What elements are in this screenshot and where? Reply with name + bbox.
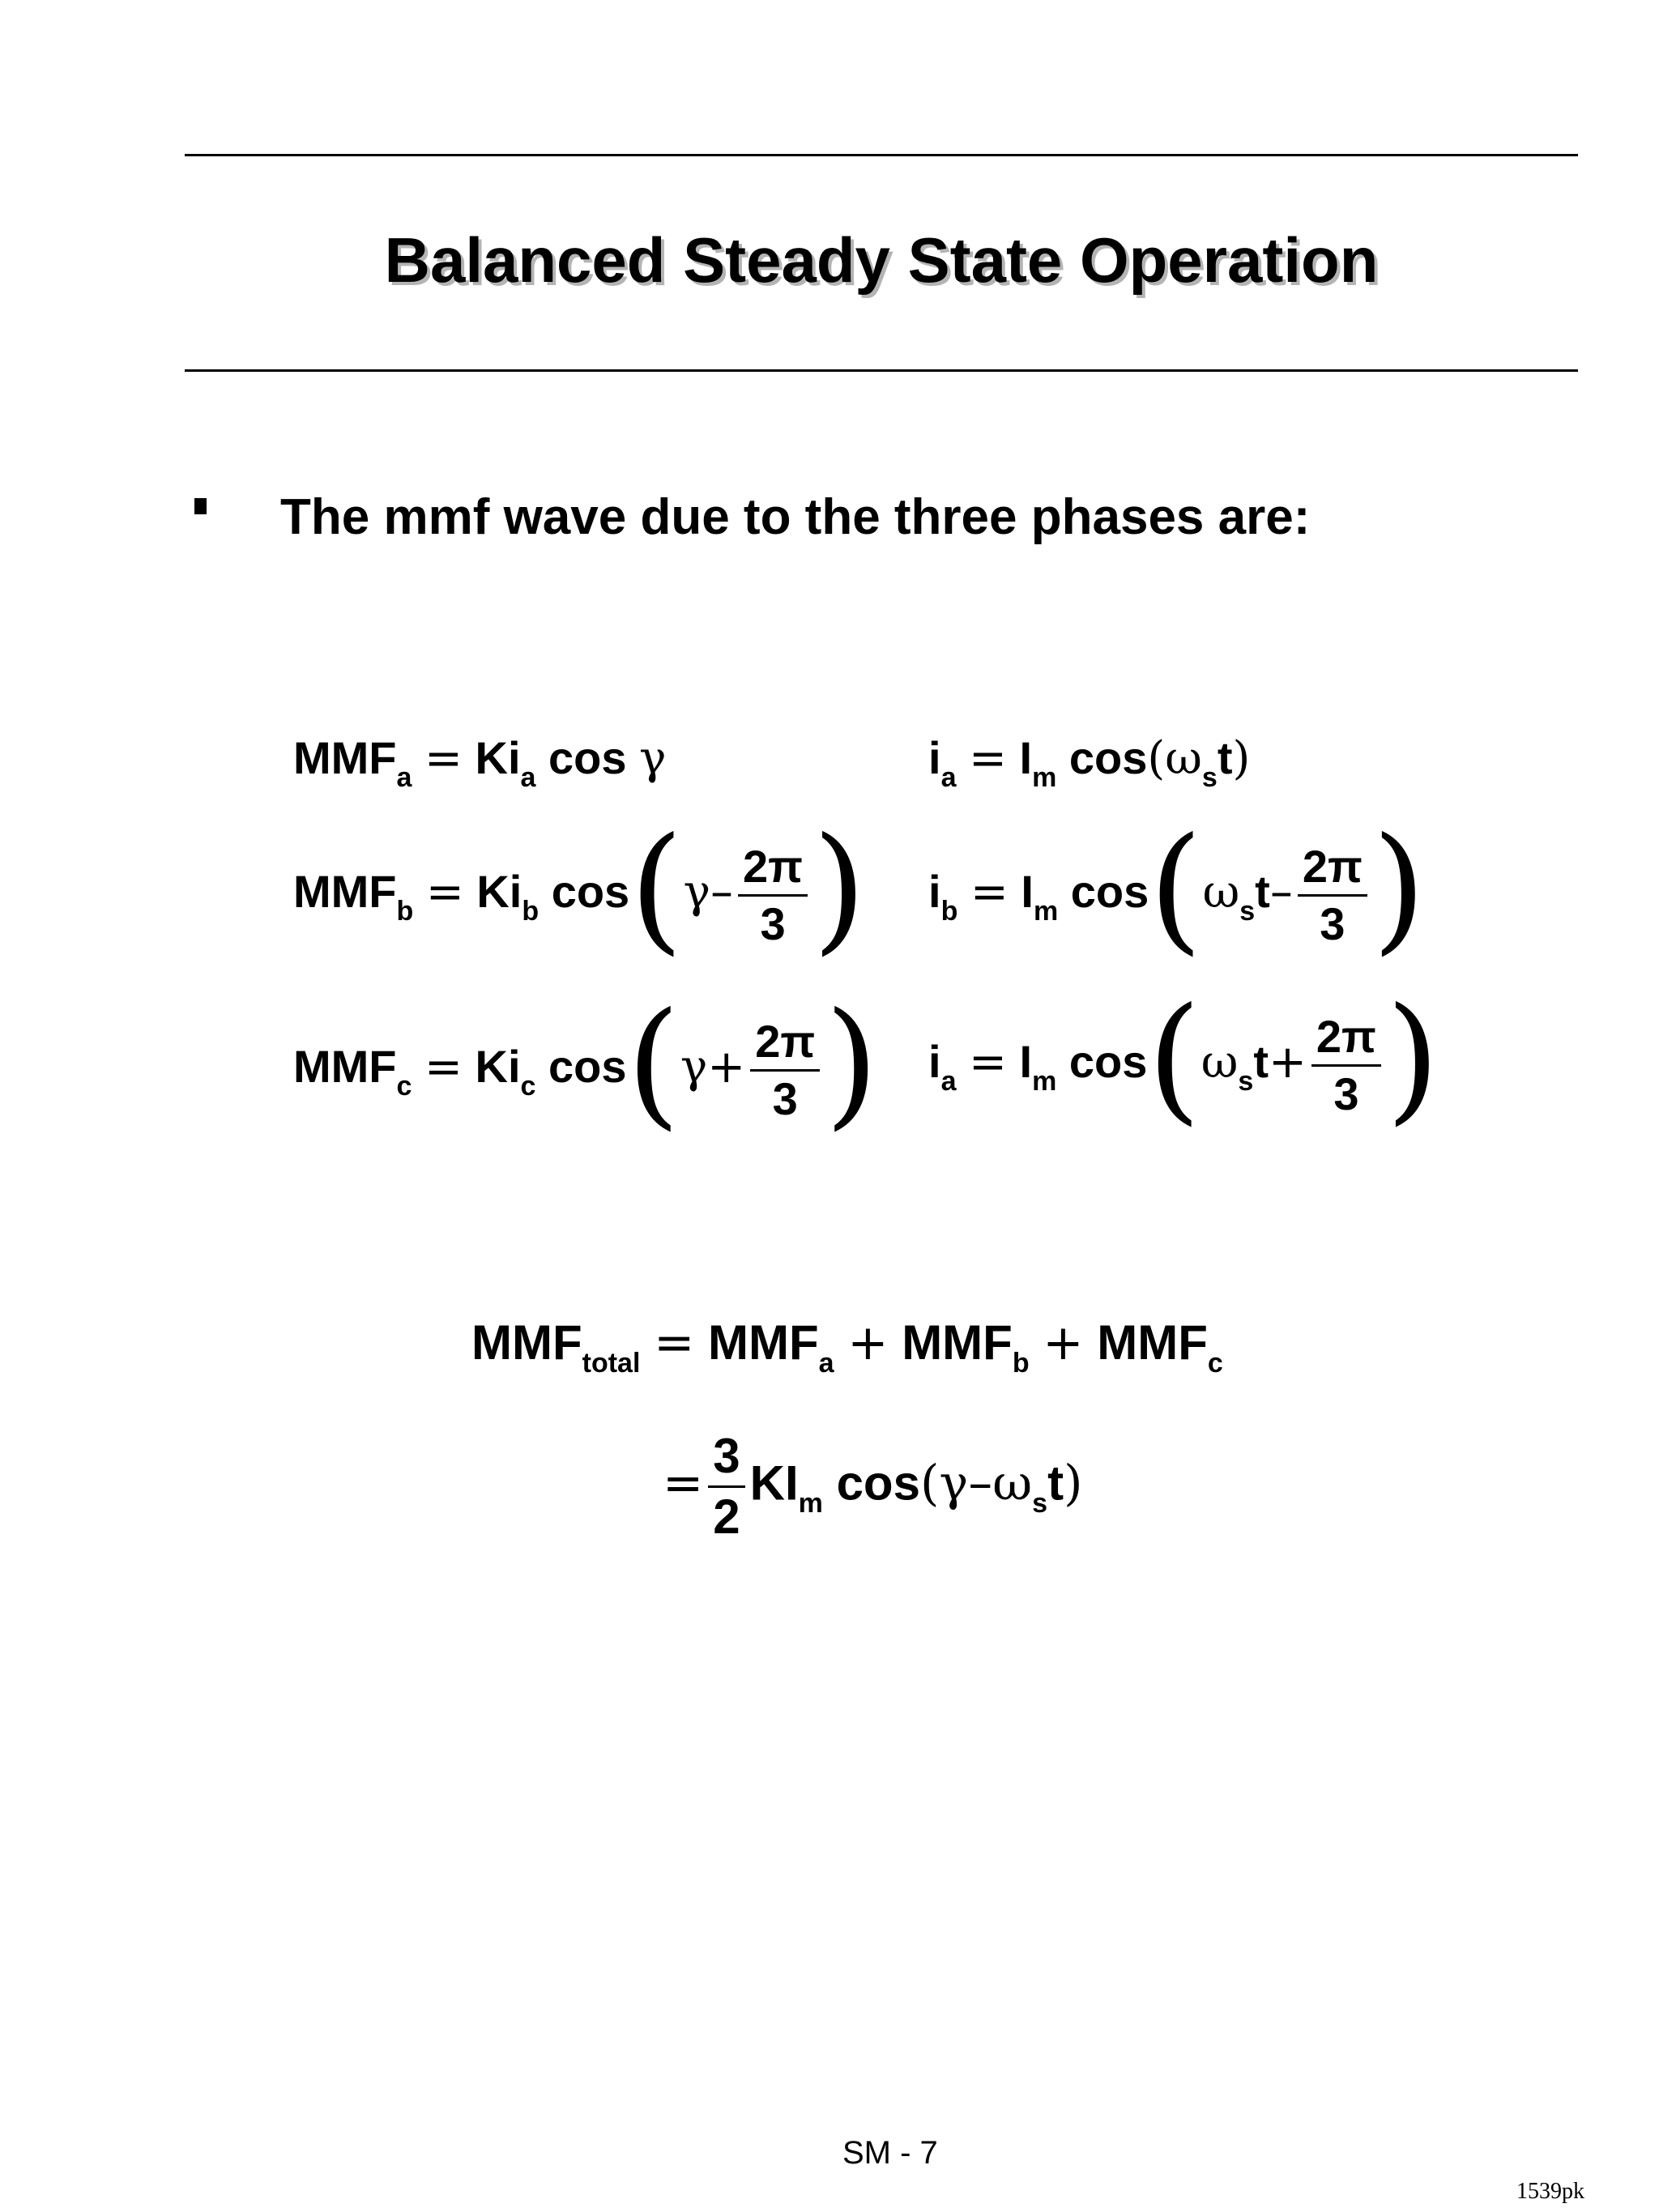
equation-mmf-c: $MMF_c = Ki_c$ cos(γ+ $\frac{2\pi}{3}$ ) [293, 983, 879, 1144]
equation-current-b: $i_b = I_m$ $\cos(\omega_st-$ $\frac{2\pi}{3}$ ) [928, 808, 1427, 969]
equation-mmf-b: $MMF_b = Ki_b$ cos(γ– $\frac{2\pi}{3}$ ) [293, 808, 867, 969]
bottom-rule [185, 369, 1578, 372]
bullet-icon [194, 498, 207, 514]
top-rule [185, 154, 1578, 156]
equation-current-a: $i_a = I_m$ $\cos(\omega_st)$ [928, 732, 1251, 793]
equation-mmf-a: $MMF_a = Ki_a$ cos γ [293, 732, 667, 793]
page-title: Balanced Steady State Operation [384, 224, 1379, 296]
bullet-text: The mmf wave due to the three phases are: [280, 489, 1311, 545]
equation-current-c: $i_a = I_m$ $\cos(\omega_st+$ $\frac{2\pi}{3}$ ) [928, 978, 1440, 1139]
equation-mmf-result: = $\frac{3}{2}$ $KI_m$ $\cos(\gamma-\omega_st)$ [663, 1429, 1083, 1544]
slide-number: SM - 7 [842, 2135, 938, 2171]
equation-mmf-total: $MMF_{total} = MMF_a + MMF_b + MMF_c$ [471, 1315, 1223, 1379]
document-code: 1539pk [1516, 2179, 1584, 2204]
